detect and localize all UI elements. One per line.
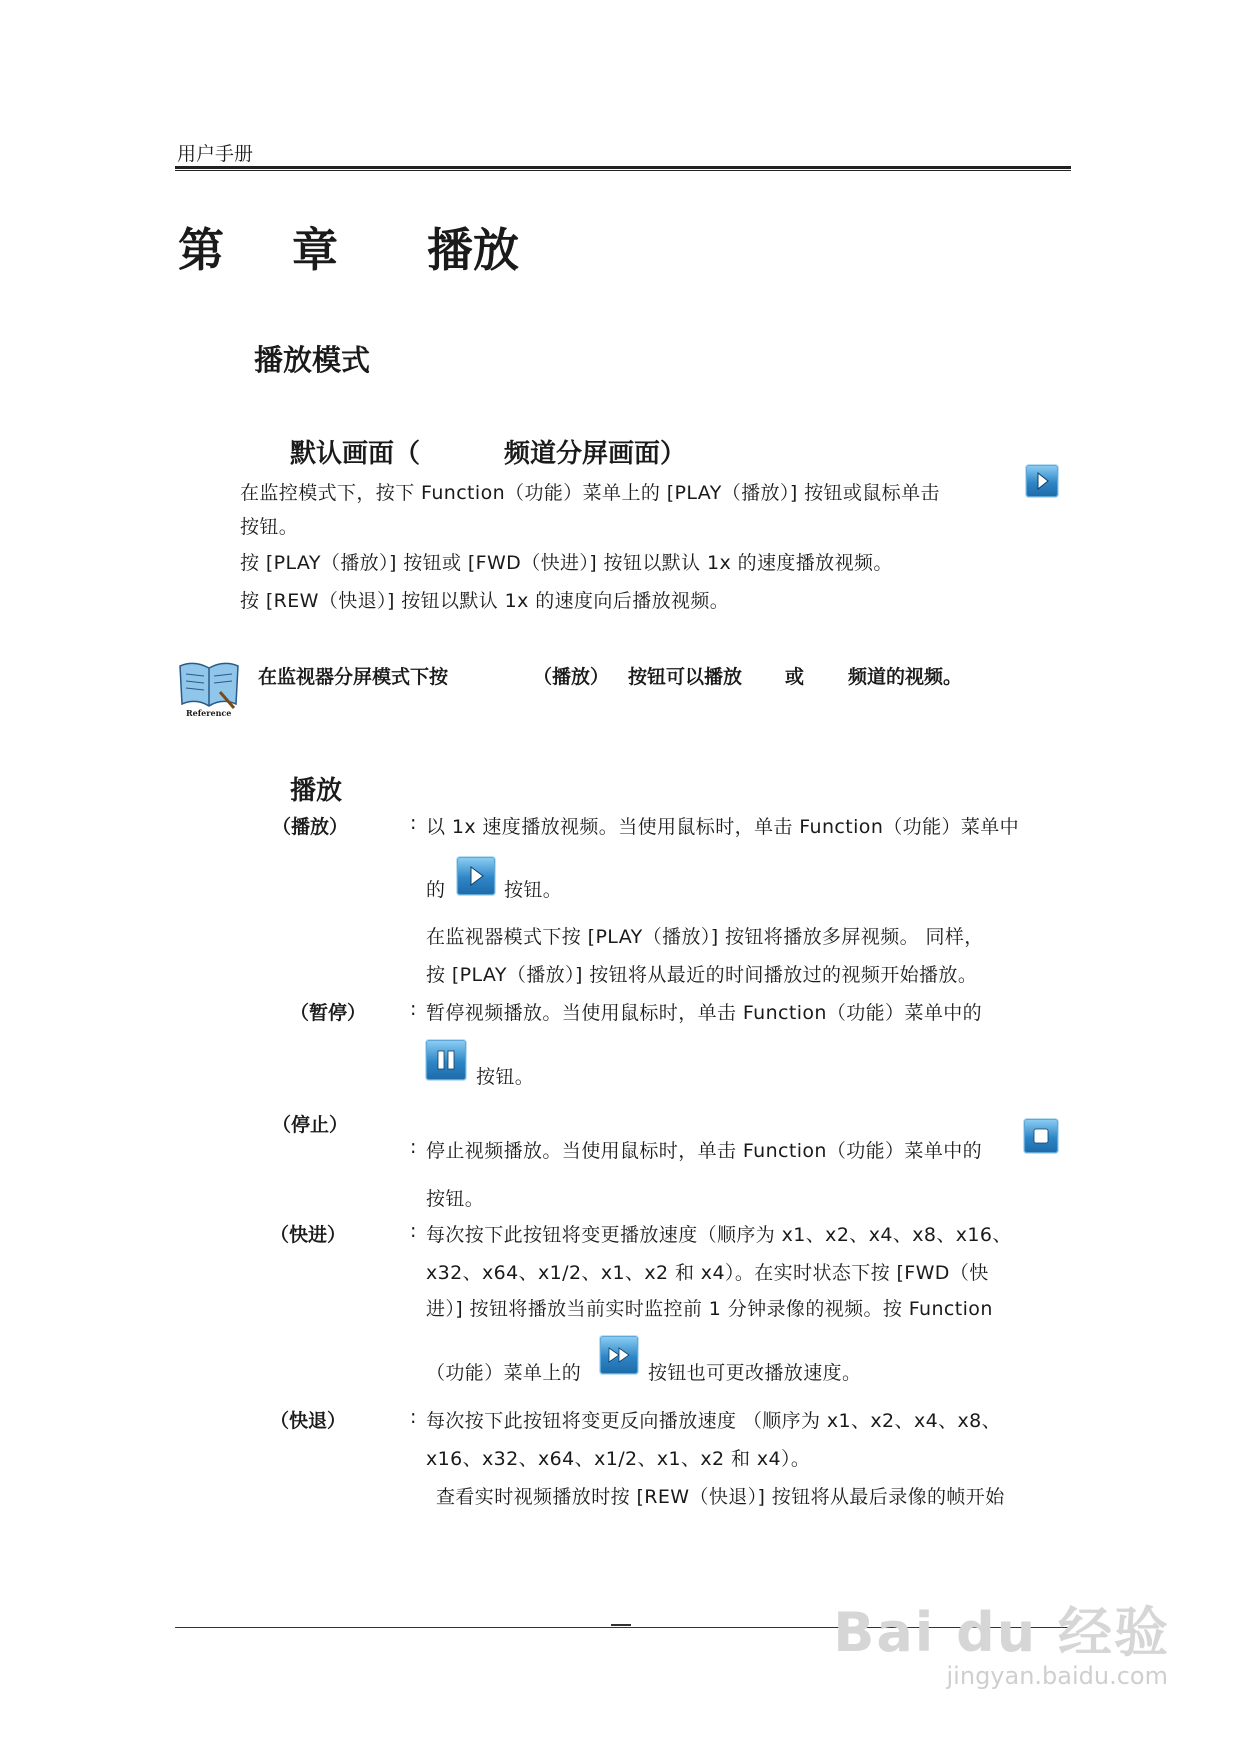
watermark-url: jingyan.baidu.com [946, 1662, 1168, 1690]
chapter-word-1: 第 [178, 223, 224, 277]
note-text-4: 或 [785, 666, 805, 688]
play-button-icon-2 [457, 857, 495, 895]
stop-line-1: 停止视频播放。当使用鼠标时，单击 Function（功能）菜单中的 [426, 1140, 983, 1162]
subsection-title-b: 频道分屏画面） [504, 439, 687, 469]
play-label: （播放） [272, 816, 349, 838]
chapter-word-2: 章 [292, 223, 338, 277]
intro-line-4: 按 [REW（快退）] 按钮以默认 1x 的速度向后播放视频。 [240, 590, 730, 612]
fwd-label: （快进） [270, 1224, 347, 1246]
rew-line-3: 查看实时视频播放时按 [REW（快退）] 按钮将从最后录像的帧开始 [436, 1486, 1005, 1508]
fwd-line-2: x32、x64、x1/2、x1、x2 和 x4）。在实时状态下按 [FWD（快 [426, 1262, 989, 1284]
pause-colon: : [410, 998, 417, 1020]
fwd-line-1: 每次按下此按钮将变更播放速度（顺序为 x1、x2、x4、x8、x16、 [426, 1224, 1012, 1246]
rew-line-2: x16、x32、x64、x1/2、x1、x2 和 x4）。 [426, 1448, 811, 1470]
pause-line-1: 暂停视频播放。当使用鼠标时，单击 Function（功能）菜单中的 [426, 1002, 983, 1024]
play-line-1: 以 1x 速度播放视频。当使用鼠标时，单击 Function（功能）菜单中 [426, 816, 1020, 838]
rew-colon: : [410, 1406, 417, 1428]
pause-label: （暂停） [290, 1002, 367, 1024]
fwd-line-4a: （功能）菜单上的 [426, 1362, 582, 1384]
pause-line-2: 按钮。 [476, 1066, 535, 1088]
reference-caption: Reference [186, 708, 232, 718]
reference-book-icon [176, 656, 242, 720]
note-text-5: 频道的视频。 [848, 666, 963, 688]
intro-line-2: 按钮。 [240, 516, 299, 538]
watermark-brand: Bai du 经验 [833, 1601, 1170, 1664]
rew-line-1: 每次按下此按钮将变更反向播放速度 （顺序为 x1、x2、x4、x8、 [426, 1410, 1002, 1432]
note-text-3: 按钮可以播放 [628, 666, 743, 688]
subsection-title-a: 默认画面（ [290, 439, 421, 469]
stop-line-2: 按钮。 [426, 1188, 485, 1210]
play-line-2a: 的 [426, 879, 446, 901]
chapter-title: 播放 [427, 223, 519, 277]
rew-label: （快退） [270, 1410, 347, 1432]
play-colon: : [410, 812, 417, 834]
fast-forward-button-icon [600, 1336, 638, 1374]
note-text-2: （播放） [533, 666, 610, 688]
play-button-icon [1026, 465, 1058, 497]
note-text-1: 在监视器分屏模式下按 [258, 666, 449, 688]
footer-mark [611, 1624, 631, 1626]
stop-label: （停止） [272, 1114, 349, 1136]
fwd-line-4b: 按钮也可更改播放速度。 [648, 1362, 862, 1384]
running-header: 用户手册 [177, 143, 254, 165]
pause-button-icon [426, 1040, 466, 1080]
header-rule-thin [175, 170, 1071, 171]
play-line-2b: 按钮。 [504, 879, 563, 901]
intro-line-1: 在监控模式下，按下 Function（功能）菜单上的 [PLAY（播放）] 按钮或鼠标单击 [240, 482, 940, 504]
intro-line-3: 按 [PLAY（播放）] 按钮或 [FWD（快进）] 按钮以默认 1x 的速度播放视频。 [240, 552, 893, 574]
header-rule [175, 166, 1071, 169]
play-line-4: 按 [PLAY（播放）] 按钮将从最近的时间播放过的视频开始播放。 [426, 964, 978, 986]
playback-title: 播放 [290, 776, 343, 806]
play-line-3: 在监视器模式下按 [PLAY（播放）] 按钮将播放多屏视频。 同样， [426, 926, 984, 948]
stop-colon: : [410, 1136, 417, 1158]
stop-button-icon [1024, 1119, 1058, 1153]
section-title: 播放模式 [254, 343, 371, 377]
fwd-colon: : [410, 1220, 417, 1242]
fwd-line-3: 进）] 按钮将播放当前实时监控前 1 分钟录像的视频。按 Function [426, 1298, 993, 1320]
